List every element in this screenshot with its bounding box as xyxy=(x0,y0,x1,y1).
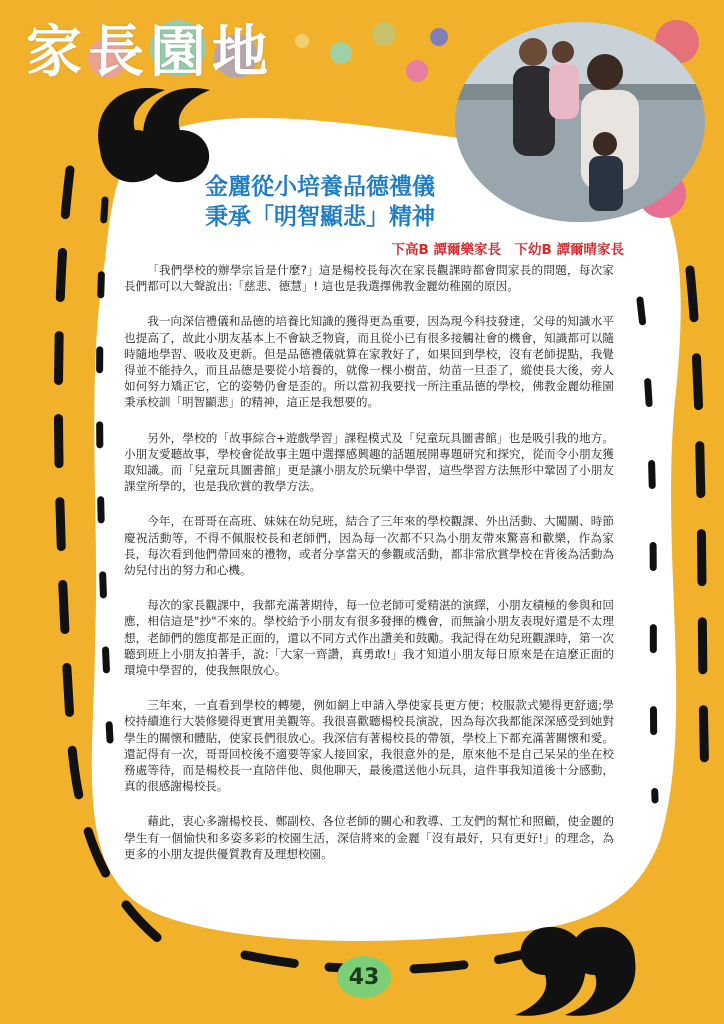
article-paragraph: 藉此，衷心多謝楊校長、鄭副校、各位老師的關心和教導、工友們的幫忙和照顧，使金麗的學生有一個愉快和多姿多彩的校園生活，深信將來的金麗「沒有最好，只有更好!」的理念，為更多的小朋友提供優質教育及理想校園。 xyxy=(124,814,614,861)
decor-dot xyxy=(295,34,309,48)
article-paragraph: 我一向深信禮儀和品德的培養比知識的獲得更為重要，因為現今科技發達，父母的知識水平也提高了，故此小朋友基本上不會缺乏物資，而且從小已有很多接觸社會的機會，知識都可以隨時隨地學習、吸收及更新。但是品德禮儀就算在家教好了，如果回到學校，沒有老師提點，我覺得並不能持久，而且品德是要從小培養的，就像一棵小樹苗，幼苗一旦歪了，縱使長大後，旁人如何努力矯正它，它的姿勢仍會是歪的。所以當初我要找一所注重品德的學校，佛教金麗幼稚園秉承校訓「明智顯悲」的精神，這正是我想要的。 xyxy=(124,314,614,410)
decor-dot xyxy=(330,42,352,64)
decor-dot xyxy=(430,28,448,46)
page-number: 43 xyxy=(337,956,391,998)
article-paragraph: 「我們學校的辦學宗旨是什麼?」這是楊校長每次在家長觀課時都會問家長的問題，每次家長們都可以大聲說出:「慈悲、德慧」! 這也是我選擇佛教金麗幼稚園的原因。 xyxy=(124,263,614,294)
section-title: 家長園地 xyxy=(26,19,274,85)
article-paragraph: 三年來，一直看到學校的轉變，例如網上申請入學使家長更方便；校服款式變得更舒適;學校持續進行大裝修變得更實用美觀等。我很喜歡聽楊校長演說，因為每次我都能深深感受到她對學生的關懷和體貼，使家長們很放心。我深信有著楊校長的帶領，學校上下都充滿著關懷和愛。還記得有一次，哥哥回校後不適要等家人接回家，我很意外的是，原來他不是自己呆呆的坐在校務處等待，而是楊校長一直陪伴他、與他聊天，最後還送他小玩具，這件事我知道後十分感動，真的很感謝楊校長。 xyxy=(124,698,614,794)
article-title xyxy=(160,172,480,232)
article-authors: 下高B 譚爾樂家長 下幼B 譚爾晴家長 xyxy=(391,242,624,258)
decor-dot xyxy=(406,60,428,82)
article-body xyxy=(124,262,614,881)
article-paragraph: 另外，學校的「故事綜合+遊戲學習」課程模式及「兒童玩具圖書館」也是吸引我的地方。小朋友愛聽故事，學校會從故事主題中選擇感興趣的話題展開專題研究和探究，從而令小朋友獲取知識。而「兒童玩具圖書館」更是讓小朋友於玩樂中學習，這些學習方法無形中鞏固了小朋友課堂所學的，也是我欣賞的教學方法。 xyxy=(124,430,614,494)
article-paragraph: 今年，在哥哥在高班、妹妹在幼兒班，結合了三年來的學校觀課、外出活動、大闖關、時節慶祝活動等，不得不佩服校長和老師們，因為每一次都不只為小朋友帶來驚喜和歡樂，作為家長，每次看到他們帶回來的禮物，或者分享當天的參觀或活動，都非常欣賞學校在背後為活動為幼兒付出的努力和心機。 xyxy=(124,514,614,578)
decor-dot xyxy=(372,22,396,46)
family-photo xyxy=(455,22,705,222)
article-title-line1: 金麗從小培養品德禮儀 xyxy=(205,174,435,200)
article-title-line2: 秉承「明智顯悲」精神 xyxy=(205,204,435,230)
open-quote-mark xyxy=(98,88,210,182)
article-paragraph: 每次的家長觀課中，我都充滿著期待，每一位老師可愛精湛的演繹，小朋友積極的參與和回應，相信這是"抄"不來的。學校給予小朋友有很多發揮的機會，而無論小朋友表現好還是不太理想，老師們的態度都是正面的，還以不同方式作出讚美和鼓勵。我記得在幼兒班觀課時，第一次聽到班上小朋友拍著手，說:「大家一齊讚，真勇敢!」我才知道小朋友每日原來是在這麼正面的環境中學習的，使我無限放心。 xyxy=(124,598,614,678)
close-quote-mark xyxy=(515,927,635,1016)
